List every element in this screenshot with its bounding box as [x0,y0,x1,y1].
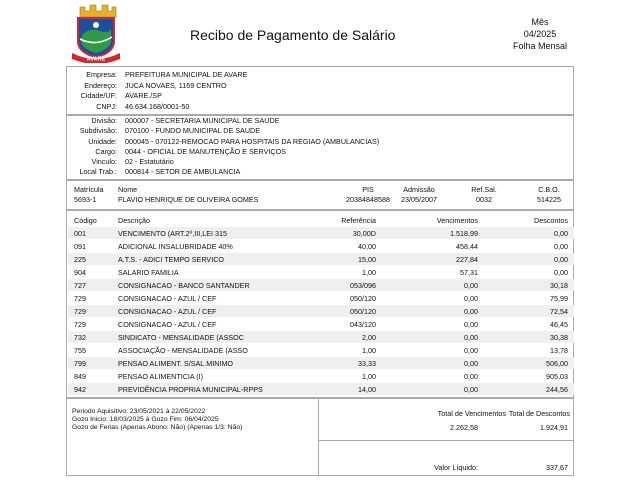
table-row [68,357,574,369]
cell-descontos: 13,78 [550,346,568,355]
vacation-info [72,408,242,433]
cell-referencia: 050/120 [350,294,376,303]
cell-codigo: 091 [74,242,86,251]
total-descontos-value: 1.924,91 [540,423,568,432]
cell-descricao: SALARIO FAMILIA [118,268,179,277]
cell-referencia: 2,00 [362,333,376,342]
cell-vencimentos: 0,00 [464,320,478,329]
totals-divider [318,440,574,441]
cidade-value: AVARE./SP [125,91,162,100]
matricula-value: 5693-1 [74,195,97,204]
cell-vencimentos: 0,00 [464,307,478,316]
cell-referencia: 1,00 [362,346,376,355]
table-row [68,227,574,239]
pis-label: PIS [362,185,374,194]
cell-descricao: VENCIMENTO (ART.2º,III,LEI 315 [118,229,228,238]
cell-descontos: 0,00 [554,229,568,238]
subdivisao-label: Subdivisão: [79,126,117,135]
month-label: Mês [531,17,549,27]
cell-descricao: PREVIDÊNCIA PROPRIA MUNICIPAL-RPPS [118,385,263,394]
footer-divider [318,398,319,476]
cell-vencimentos: 0,00 [464,281,478,290]
empresa-value: PREFEITURA MUNICIPAL DE AVARE [125,70,248,79]
periodo-aquisitivo: Periodo Aquisitivo: 23/05/2021 à 22/05/2022 [72,408,206,415]
endereco-label: Endereço: [84,81,117,90]
cell-codigo: 755 [74,346,86,355]
gozo-ferias: Gozo de Ferias (Apenas Abono: Não) (Apenas 1/3: Não) [72,424,243,432]
table-row [68,292,574,304]
cell-codigo: 225 [74,255,86,264]
cell-descricao: CONSIGNACAO - AZUL / CEF [118,294,217,303]
table-row [68,383,574,395]
cell-vencimentos: 1.518,99 [450,229,478,238]
cell-referencia: 30,00D [352,229,376,238]
table-row [68,279,574,291]
cell-vencimentos: 0,00 [464,333,478,342]
cell-descricao: SINDICATO - MENSALIDADE (ASSOC [118,333,244,342]
table-row [68,240,574,252]
admissao-value: 23/05/2007 [401,195,437,204]
table-row [68,344,574,356]
cell-codigo: 942 [74,385,86,394]
svg-text:AVARÉ: AVARÉ [86,56,106,63]
table-row [68,331,574,343]
cargo-value: 0044 - OFICIAL DE MANUTENÇÃO E SERVIÇOS [125,147,286,156]
cell-codigo: 729 [74,307,86,316]
cell-codigo: 001 [74,229,86,238]
cell-descricao: PENSAO ALIMENTICIA (I) [118,372,204,381]
cell-descricao: ASSOCIAÇÃO - MENSALIDADE (ASSO [118,346,248,355]
cell-descricao: A.T.S. - ADICI TEMPO SERVICO [118,255,224,264]
cell-descontos: 46,45 [550,320,568,329]
city-coat-of-arms-logo [70,3,122,63]
admissao-label: Admissão [403,185,435,194]
cell-descontos: 75,99 [550,294,568,303]
table-row [68,266,574,278]
cell-vencimentos: 0,00 [464,294,478,303]
cell-referencia: 33,33 [358,359,376,368]
matricula-label: Matrícula [74,185,104,194]
table-row [68,318,574,330]
cell-referencia: 043/120 [350,320,376,329]
cell-referencia: 40,00 [358,242,376,251]
cell-descontos: 905,03 [546,372,568,381]
divisao-label: Divisão: [91,116,117,125]
cell-referencia: 15,00 [358,255,376,264]
cell-descontos: 0,00 [554,242,568,251]
cell-referencia: 053/096 [350,281,376,290]
cell-descontos: 30,38 [550,333,568,342]
col-referencia-header: Referência [341,216,376,225]
page-title: Recibo de Pagamento de Salário [190,27,396,43]
cell-vencimentos: 0,00 [464,385,478,394]
nome-label: Nome [118,185,138,194]
subdivisao-value: 070100 - FUNDO MUNICIPAL DE SAUDE [125,126,260,135]
pis-value: 20384848588 [346,195,390,204]
cell-descontos: 506,00 [546,359,568,368]
local-label: Local Trab.: [79,167,117,176]
cell-codigo: 729 [74,294,86,303]
nome-value: FLAVIO HENRIQUE DE OLIVEIRA GOMES [118,195,259,204]
empresa-label: Empresa: [86,70,117,79]
cell-descricao: CONSIGNACAO - BANCO SANTANDER [118,281,250,290]
total-vencimentos-value: 2.262,58 [450,423,478,432]
cell-codigo: 729 [74,320,86,329]
cell-vencimentos: 227,84 [456,255,478,264]
cell-codigo: 727 [74,281,86,290]
total-descontos-label: Total de Descontos [508,409,570,418]
vinculo-value: 02 - Estatutário [125,157,174,166]
total-vencimentos-label: Total de Vencimentos [437,409,506,418]
cell-vencimentos: 0,00 [464,372,478,381]
cbo-label: C.B.O. [538,185,560,194]
cell-vencimentos: 458,44 [456,242,478,251]
cell-vencimentos: 0,00 [464,346,478,355]
cell-descontos: 0,00 [554,255,568,264]
cell-vencimentos: 0,00 [464,359,478,368]
valor-liquido-label: Valor Líquido: [434,463,478,472]
refsal-value: 0032 [476,195,492,204]
table-row [68,305,574,317]
cell-codigo: 849 [74,372,86,381]
cell-descricao: CONSIGNACAO - AZUL / CEF [118,307,217,316]
cell-codigo: 904 [74,268,86,277]
vinculo-label: Vinculo: [91,157,117,166]
cell-descontos: 72,54 [550,307,568,316]
cell-descricao: ADICIONAL INSALUBRIDADE 40% [118,242,233,251]
table-row [68,253,574,265]
unidade-value: 000045 - 070122-REMOCAO PARA HOSPITAIS DA REGIAO (AMBULANCIAS) [125,137,380,146]
month-value: 04/2025 [523,29,557,39]
cell-vencimentos: 57,31 [460,268,478,277]
local-value: 000814 - SETOR DE AMBULANCIA [125,167,241,176]
col-descontos-header: Descontos [534,216,568,225]
cell-referencia: 050/120 [350,307,376,316]
cnpj-label: CNPJ: [96,102,117,111]
col-vencimentos-header: Vencimentos [436,216,478,225]
divisao-value: 000007 - SECRETARIA MUNICIPAL DE SAUDE [125,116,280,125]
gozo-periodo: Gozo Inicio: 18/03/2025 à Gozo Fim: 06/04/2025 [72,416,219,424]
cell-referencia: 1,00 [362,372,376,381]
cell-referencia: 1,00 [362,268,376,277]
cnpj-value: 46.634.168/0001-50 [125,102,190,111]
valor-liquido-value: 337,67 [546,463,568,472]
col-codigo-header: Código [74,216,97,225]
col-descricao-header: Descrição [118,216,150,225]
sheet-type: Folha Mensal [512,41,568,51]
cell-descontos: 30,18 [550,281,568,290]
cell-codigo: 799 [74,359,86,368]
cell-descontos: 0,00 [554,268,568,277]
month-block [495,16,585,52]
cell-descricao: PENSAO ALIMENT. S/SAL.MINIMO [118,359,234,368]
cell-descontos: 244,56 [546,385,568,394]
endereco-value: JUCA NOVAES, 1169 CENTRO [125,81,227,90]
table-row [68,370,574,382]
cargo-label: Cargo: [95,147,117,156]
cell-referencia: 14,00 [358,385,376,394]
refsal-label: Ref.Sal. [471,185,497,194]
unidade-label: Unidade: [88,137,117,146]
cell-descricao: CONSIGNACAO - AZUL / CEF [118,320,217,329]
cidade-label: Cidade/UF: [80,91,117,100]
cbo-value: 514225 [537,195,561,204]
cell-codigo: 732 [74,333,86,342]
